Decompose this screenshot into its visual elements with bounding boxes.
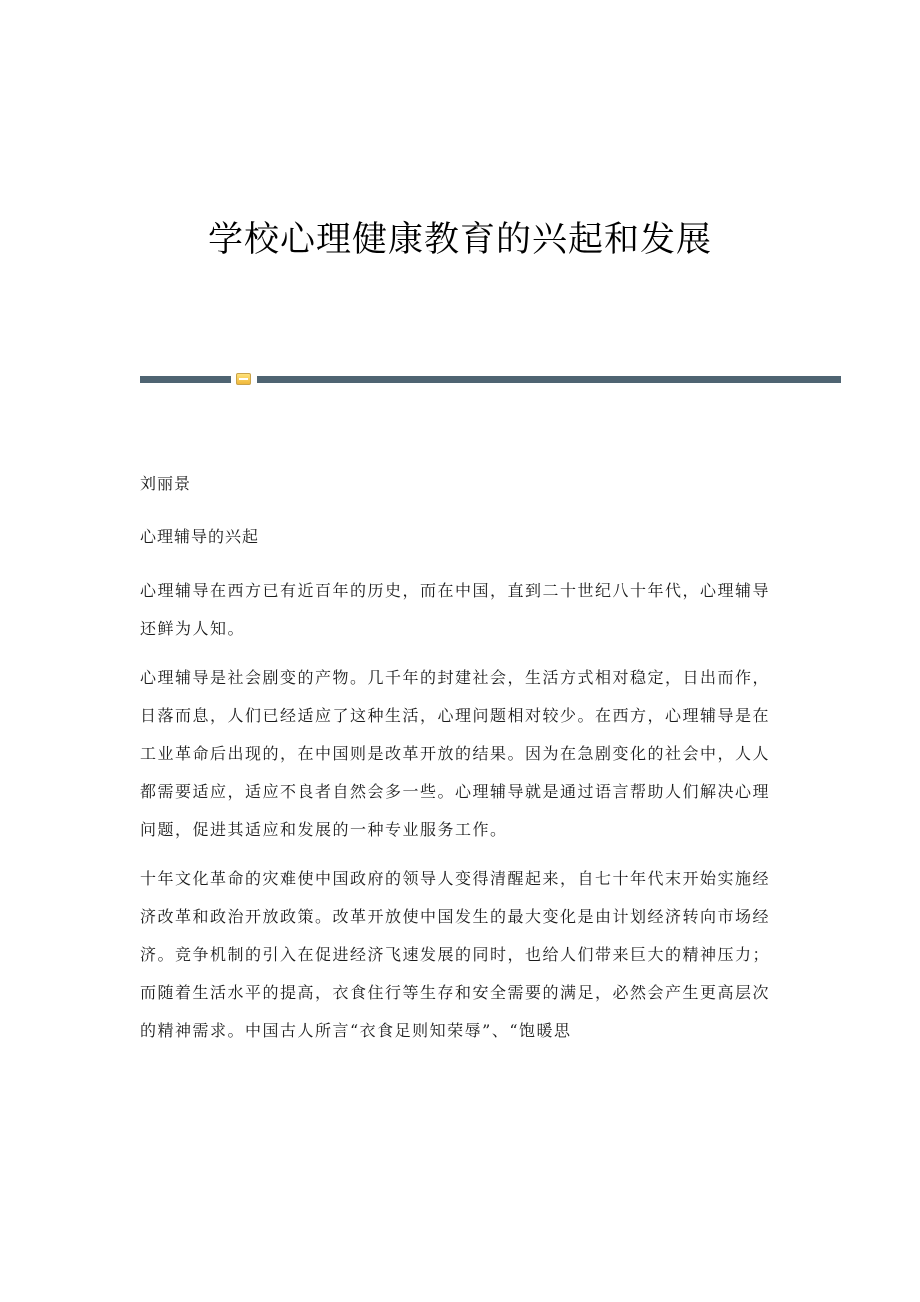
section-heading: 心理辅导的兴起 <box>140 527 260 546</box>
title-divider <box>140 372 841 386</box>
divider-bar-right <box>257 376 841 383</box>
paragraph: 心理辅导是社会剧变的产物。几千年的封建社会，生活方式相对稳定，日出而作，日落而息，人们已经适应了这种生活，心理问题相对较少。在西方，心理辅导是在工业革命后出现的，在中国则是改革开放的结果。因为在急剧变化的社会中，人人都需要适应，适应不良者自然会多一些。心理辅导就是通过语言帮助人们解决心理问题，促进其适应和发展的一种专业服务工作。 <box>140 668 771 839</box>
paragraph: 心理辅导在西方已有近百年的历史，而在中国，直到二十世纪八十年代，心理辅导还鲜为人知。 <box>140 581 771 638</box>
divider-emblem-icon <box>236 373 251 385</box>
document-body <box>140 466 770 1061</box>
author-name: 刘丽景 <box>140 474 192 493</box>
document-title: 学校心理健康教育的兴起和发展 <box>207 220 712 260</box>
divider-bar-left <box>140 376 231 383</box>
paragraph: 十年文化革命的灾难使中国政府的领导人变得清醒起来，自七十年代末开始实施经济改革和政治开放政策。改革开放使中国发生的最大变化是由计划经济转向市场经济。竞争机制的引入在促进经济飞速发展的同时，也给人们带来巨大的精神压力；而随着生活水平的提高，衣食住行等生存和安全需要的满足，必然会产生更高层次的精神需求。中国古人所言“衣食足则知荣辱”、“饱暖思 <box>140 869 771 1040</box>
